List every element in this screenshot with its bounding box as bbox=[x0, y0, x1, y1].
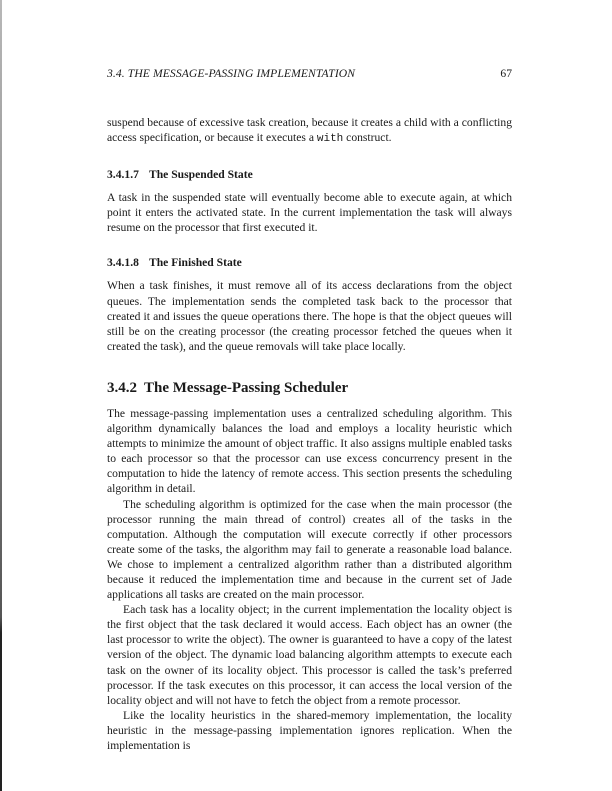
running-head-title: 3.4. THE MESSAGE-PASSING IMPLEMENTATION bbox=[107, 67, 356, 80]
heading-title: The Finished State bbox=[149, 256, 242, 270]
continued-paragraph bbox=[107, 115, 512, 147]
page-number: 67 bbox=[500, 67, 512, 80]
heading-number: 3.4.1.7 bbox=[107, 168, 139, 182]
body-paragraph: The scheduling algorithm is optimized for the case when the main processor (the processor running the main thread of control) creates all of the tasks in the computation. Although the computation will execute correctly if other processors create some of the tasks, the algorithm may fail to generate a reasonable load balance. We chose to implement a centralized algorithm rather than a distributed algorithm because it reduced the implementation time and because in the current set of Jade applications all tasks are created on the main processor. bbox=[107, 497, 512, 602]
body-paragraph: When a task finishes, it must remove all of its access declarations from the object queues. The implementation sends the completed task back to the processor that created it and issues the queue operations there. The hope is that the object queues will still be on the creating processor (the creating processor fetched the queues when it created the task), and the queue removals will take place locally. bbox=[107, 279, 512, 353]
body-paragraph: The message-passing implementation uses a centralized scheduling algorithm. This algorithm dynamically balances the load and employs a locality heuristic which attempts to minimize the amount of object traffic. It also assigns multiple enabled tasks to each processor so that the processor can use excess concurrency present in the computation to hide the latency of remote access. This section presents the scheduling algorithm in detail. bbox=[107, 406, 512, 496]
body-paragraph: A task in the suspended state will eventually become able to execute again, at which point it enters the activated state. In the current implementation the task will always resume on the processor that first executed it. bbox=[107, 191, 512, 235]
subsubsection-heading bbox=[107, 167, 512, 182]
inline-code: with bbox=[316, 133, 344, 146]
paragraph-text: suspend because of excessive task creation, because it creates a child with a conflicting access specification, or because it executes a bbox=[107, 116, 512, 145]
heading-title: The Message-Passing Scheduler bbox=[144, 379, 349, 396]
running-head bbox=[107, 66, 512, 82]
body-paragraph: Like the locality heuristics in the shared-memory implementation, the locality heuristic in the message-passing implementation ignores replication. When the implementation is bbox=[107, 708, 512, 752]
heading-title: The Suspended State bbox=[149, 168, 253, 182]
document-page bbox=[107, 66, 512, 753]
subsection-heading bbox=[107, 379, 512, 397]
heading-number: 3.4.1.8 bbox=[107, 256, 139, 270]
heading-number: 3.4.2 bbox=[107, 379, 137, 396]
body-paragraph: Each task has a locality object; in the current implementation the locality object is the first object that the task declared it would access. Each object has an owner (the last processor to write the object). The owner is guaranteed to have a copy of the latest version of the object. The dynamic load balancing algorithm attempts to execute each task on the owner of its locality object. This processor is called the task’s preferred processor. If the task executes on this processor, it can access the local version of the locality object and will not have to fetch the object from a remote processor. bbox=[107, 603, 512, 707]
paragraph-text: construct. bbox=[343, 131, 392, 145]
scan-edge-shadow bbox=[0, 0, 2, 791]
subsubsection-heading bbox=[107, 255, 512, 270]
